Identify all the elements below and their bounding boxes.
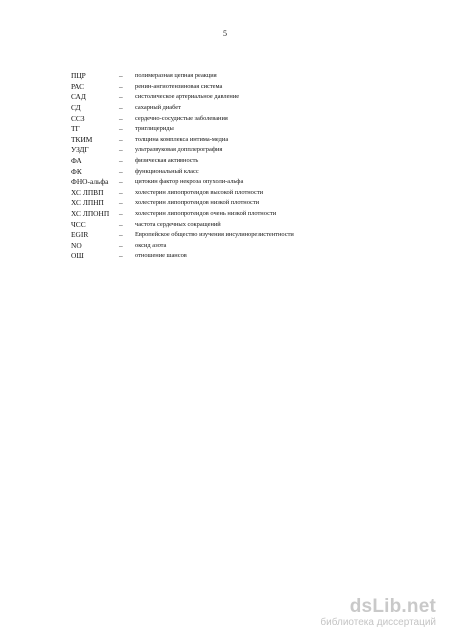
abbreviation-dash: –	[119, 81, 123, 91]
abbreviation-term: ХС ЛПВП	[71, 187, 104, 197]
abbreviation-definition: цитокин фактор некроза опухоли-альфа	[135, 178, 244, 186]
abbreviation-term: ФА	[71, 156, 82, 166]
abbreviation-dash: –	[119, 124, 123, 134]
abbreviation-row	[71, 241, 294, 252]
abbreviation-dash: –	[119, 198, 123, 208]
abbreviation-row	[71, 198, 294, 209]
watermark-logo: dsLib.net	[349, 596, 436, 617]
abbreviation-dash: –	[119, 177, 123, 187]
page-number: 5	[223, 29, 227, 38]
abbreviation-dash: –	[119, 230, 123, 240]
abbreviation-row	[71, 188, 294, 199]
abbreviation-row	[71, 71, 294, 82]
abbreviation-definition: полимеразная цепная реакция	[135, 72, 217, 80]
abbreviation-dash: –	[119, 209, 123, 219]
abbreviation-definition: сахарный диабет	[135, 104, 181, 112]
abbreviation-term: ТГ	[71, 124, 80, 134]
abbreviation-dash: –	[119, 71, 123, 81]
abbreviation-term: ОШ	[71, 251, 84, 261]
abbreviation-definition: холестерин липопротеидов высокой плотности	[135, 188, 264, 196]
abbreviation-term: NO	[71, 240, 82, 250]
abbreviation-dash: –	[119, 113, 123, 123]
abbreviation-dash: –	[119, 166, 123, 176]
abbreviation-row	[71, 92, 294, 103]
abbreviation-definition: отношение шансов	[135, 252, 187, 260]
abbreviation-definition: оксид азота	[135, 241, 167, 249]
abbreviation-dash: –	[119, 145, 123, 155]
abbreviation-definition: частота сердечных сокращений	[135, 220, 221, 228]
abbreviation-dash: –	[119, 219, 123, 229]
abbreviation-row	[71, 82, 294, 93]
abbreviation-term: ФНО-альфа	[71, 177, 109, 187]
watermark-caption: библиотека диссертаций	[320, 617, 436, 628]
abbreviation-term: ССЗ	[71, 113, 85, 123]
abbreviation-row	[71, 230, 294, 241]
abbreviation-row	[71, 209, 294, 220]
abbreviation-dash: –	[119, 134, 123, 144]
abbreviation-term: РАС	[71, 81, 85, 91]
abbreviation-term: ФК	[71, 166, 82, 176]
abbreviation-definition: физическая активность	[135, 157, 199, 165]
abbreviation-term: СД	[71, 103, 81, 113]
site-watermark	[316, 597, 436, 629]
abbreviation-dash: –	[119, 240, 123, 250]
abbreviation-row	[71, 103, 294, 114]
abbreviation-term: ХС ЛПНП	[71, 198, 104, 208]
abbreviation-row	[71, 113, 294, 124]
abbreviation-term: ЧСС	[71, 219, 86, 229]
abbreviation-list	[71, 71, 294, 262]
abbreviation-definition: Европейское общество изучения инсулинорезистентности	[135, 231, 294, 239]
abbreviation-term: САД	[71, 92, 86, 102]
abbreviation-row	[71, 156, 294, 167]
abbreviation-term: ТКИМ	[71, 134, 93, 144]
abbreviation-row	[71, 135, 294, 146]
abbreviation-definition: толщина комплекса интима-медиа	[135, 135, 229, 143]
abbreviation-dash: –	[119, 187, 123, 197]
abbreviation-definition: функциональный класс	[135, 167, 199, 175]
abbreviation-row	[71, 166, 294, 177]
abbreviation-row	[71, 177, 294, 188]
abbreviation-definition: триглицериды	[135, 125, 174, 133]
abbreviation-dash: –	[119, 103, 123, 113]
abbreviation-definition: сердечно-сосудистые заболевания	[135, 114, 228, 122]
abbreviation-definition: ренин-ангиотензиновая система	[135, 82, 223, 90]
abbreviation-definition: холестерин липопротеидов низкой плотности	[135, 199, 260, 207]
abbreviation-dash: –	[119, 251, 123, 261]
abbreviation-term: EGIR	[71, 230, 89, 240]
abbreviation-definition: систолическое артериальное давление	[135, 93, 240, 101]
abbreviation-term: ХС ЛПОНП	[71, 209, 110, 219]
abbreviation-row	[71, 251, 294, 262]
abbreviation-definition: холестерин липопротеидов очень низкой плотности	[135, 210, 277, 218]
abbreviation-dash: –	[119, 156, 123, 166]
abbreviation-term: УЗДГ	[71, 145, 89, 155]
abbreviation-dash: –	[119, 92, 123, 102]
abbreviation-term: ПЦР	[71, 71, 86, 81]
abbreviation-row	[71, 124, 294, 135]
abbreviation-row	[71, 219, 294, 230]
abbreviation-definition: ультразвуковая допплерография	[135, 146, 223, 154]
abbreviation-row	[71, 145, 294, 156]
